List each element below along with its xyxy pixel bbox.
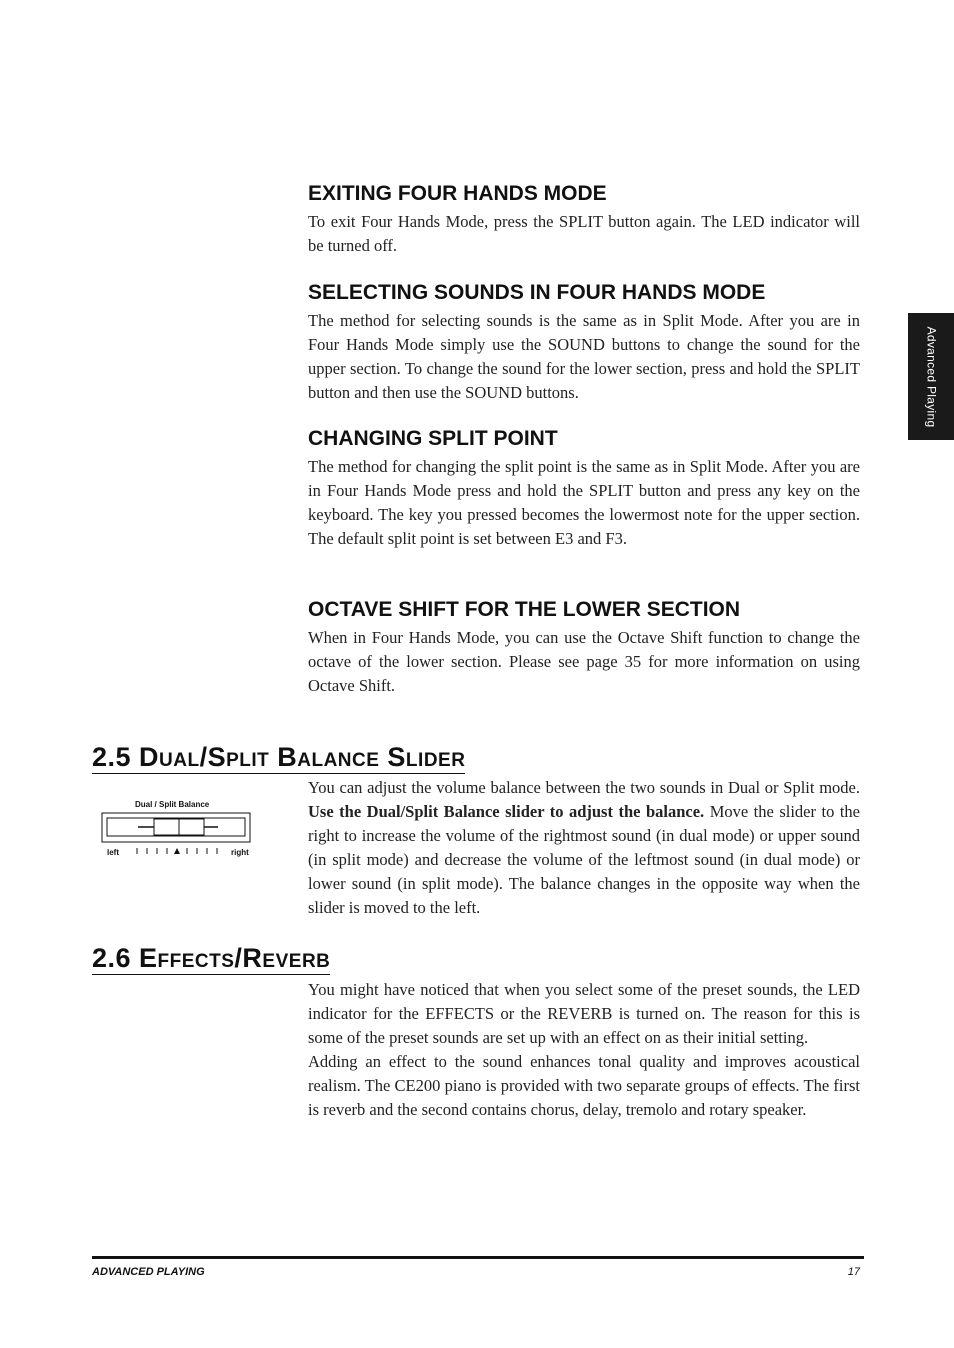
center-marker-icon [174, 848, 180, 854]
subsection-selecting-sounds [308, 281, 860, 405]
slider-figure-title: Dual / Split Balance [135, 800, 210, 809]
footer-rule [92, 1256, 864, 1259]
section-body-effects [308, 978, 860, 1122]
subsection-octave-shift [308, 598, 860, 698]
page-number: 17 [847, 1266, 860, 1278]
subsection-heading: CHANGING SPLIT POINT [308, 427, 558, 450]
subsection-body: When in Four Hands Mode, you can use the Octave Shift function to change the octave of the lower section. Please see page 35 for more information on using Octave Shift. [308, 628, 860, 695]
subsection-body: To exit Four Hands Mode, press the SPLIT button again. The LED indicator will be turned off. [308, 212, 860, 255]
subsection-heading: SELECTING SOUNDS IN FOUR HANDS MODE [308, 281, 766, 304]
section-paragraph: You might have noticed that when you select some of the preset sounds, the LED indicator for the EFFECTS or the REVERB is turned on. The reason for this is some of the preset sounds are set up with an effect on as their initial setting. [308, 980, 860, 1047]
side-tab-label: Advanced Playing [924, 326, 938, 427]
section-paragraph [308, 776, 860, 920]
slider-right-label: right [231, 848, 249, 857]
section-title-effects: 2.6 Effects/Reverb [92, 943, 331, 973]
subsection-split-point [308, 427, 860, 551]
section-body-dual-split [308, 776, 860, 920]
footer-chapter: ADVANCED PLAYING [92, 1266, 205, 1278]
section-title-dual-split: 2.5 Dual/Split Balance Slider [92, 742, 466, 772]
section-text-bold: Use the Dual/Split Balance slider to adjust the balance. [308, 802, 705, 821]
section-text: You can adjust the volume balance between the two sounds in Dual or Split mode. [308, 778, 860, 797]
balance-slider-figure [100, 798, 252, 858]
slider-left-label: left [107, 848, 119, 857]
subsection-heading: EXITING FOUR HANDS MODE [308, 182, 607, 205]
section-text: Move the slider to the right to increase the volume of the rightmost sound (in dual mode) or upper sound (in split mode) and decrease the volume of the leftmost sound (in dual mode) or lower sound (in split mode). The balance changes in the opposite way when the slider is moved to the left. [308, 802, 860, 917]
subsection-heading: OCTAVE SHIFT FOR THE LOWER SECTION [308, 598, 741, 621]
side-tab [908, 313, 954, 440]
subsection-body: The method for changing the split point is the same as in Split Mode. After you are in Four Hands Mode press and hold the SPLIT button and press any key on the keyboard. The key you pressed becomes the lowermost note for the upper section. The default split point is set between E3 and F3. [308, 457, 860, 548]
subsection-body: The method for selecting sounds is the same as in Split Mode. After you are in Four Hands Mode simply use the SOUND buttons to change the sound for the upper section. To change the sound for the lower section, press and hold the SPLIT button and then use the SOUND buttons. [308, 311, 860, 402]
section-paragraph: Adding an effect to the sound enhances tonal quality and improves acoustical realism. The CE200 piano is provided with two separate groups of effects. The first is reverb and the second contains chorus, delay, tremolo and rotary speaker. [308, 1052, 860, 1119]
subsection-exiting [308, 182, 860, 258]
